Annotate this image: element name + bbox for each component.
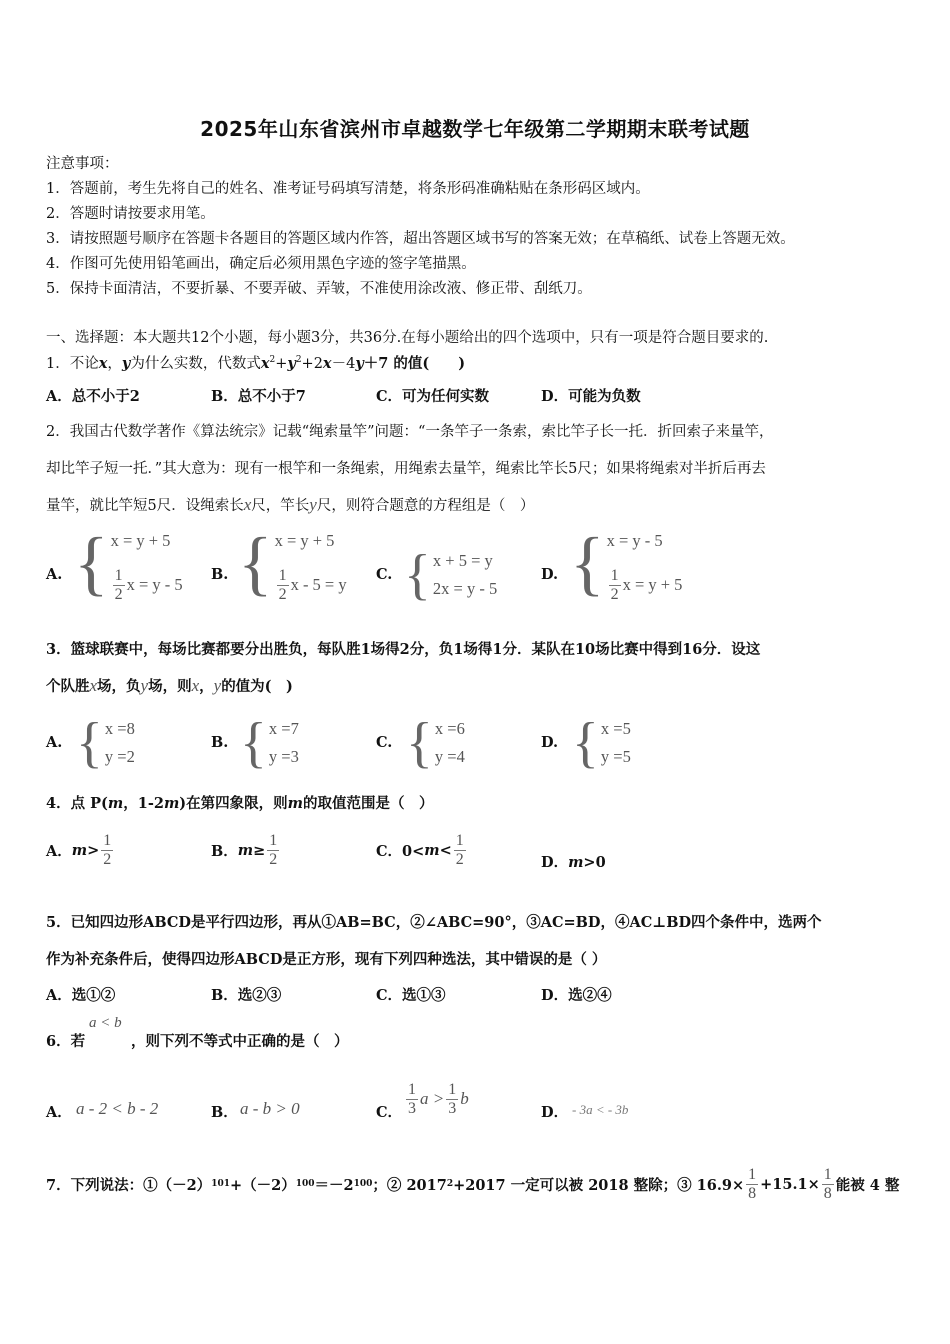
question-5-option-d[interactable]: D．选②④: [541, 987, 612, 1004]
notice-item: 5．保持卡面清洁，不要折暴、不要弄破、弄皱，不准使用涂改液、修正带、刮纸刀。: [46, 281, 592, 297]
question-6-option-d[interactable]: - 3a < - 3b: [572, 1102, 629, 1117]
question-4-option-a[interactable]: A． m > $\frac{1}{2}$: [46, 831, 112, 868]
question-6-option-a-label[interactable]: A．: [46, 1104, 72, 1121]
notice-item: 3．请按照题号顺序在答题卡各题目的答题区域内作答，超出答题区域书写的答案无效；在草稿纸、试卷上答题无效。: [46, 231, 795, 247]
question-4-option-d[interactable]: D．m>0: [541, 854, 606, 871]
question-6-option-a[interactable]: a - 2 < b - 2: [76, 1099, 159, 1118]
question-3-line: 个队胜x场，负y场，则x，y的值为( ): [46, 676, 293, 695]
question-3-option-a-label[interactable]: A.: [46, 734, 63, 751]
question-2-line: 量竿，就比竿短5尺．设绳索长x尺，竿长y尺，则符合题意的方程组是（ ）: [46, 495, 535, 514]
question-4-option-b[interactable]: B． m ≥ $\frac{1}{2}$: [211, 831, 278, 868]
page-title: 2025年山东省滨州市卓越数学七年级第二学期期末联考试题: [200, 117, 750, 141]
question-3-option-b-label[interactable]: B.: [211, 734, 229, 751]
question-7-stem: 7．下列说法：①（－2） 101 +（－2） 100 ＝－2 100 ；② 2017 2 +2017 一定可以被 2018 整除；③ 16.9× $\frac{1}{8}$ +15.1× $\frac{1}{8}$ 能被 4 整: [46, 1165, 900, 1202]
question-2-option-c-label[interactable]: C.: [376, 566, 393, 583]
question-2-line: 2．我国古代数学著作《算法统宗》记载“绳索量竿”问题：“一条竿子一条索，索比竿子长一托．折回索子来量竿，: [46, 424, 774, 440]
question-2-line: 却比竿子短一托．”其大意为：现有一根竿和一条绳索，用绳索去量竿，绳索比竿长5尺；如果将绳索对半折后再去: [46, 461, 766, 477]
question-5-line: 作为补充条件后，使得四边形ABCD是正方形，现有下列四种选法，其中错误的是（ ）: [46, 951, 607, 968]
question-1-option-a[interactable]: A．总不小于2: [46, 388, 140, 405]
question-1-option-b[interactable]: B．总不小于7: [211, 388, 306, 405]
question-3-option-c-system[interactable]: { x =6 y =4: [406, 712, 465, 774]
notice-item: 2．答题时请按要求用笔。: [46, 206, 215, 222]
question-2-option-b-label[interactable]: B.: [211, 566, 229, 583]
question-5-option-a[interactable]: A．选①②: [46, 987, 116, 1004]
question-5-line: 5．已知四边形ABCD是平行四边形，再从①AB=BC，②∠ABC=90°，③AC=BD，④AC⊥BD四个条件中，选两个: [46, 914, 822, 931]
question-5-option-c[interactable]: C．选①③: [376, 987, 446, 1004]
question-6-option-b[interactable]: a - b > 0: [240, 1099, 300, 1118]
question-6-condition: a < b: [89, 1015, 122, 1031]
question-2-option-a-system[interactable]: { x = y + 5 $\frac{1}{2}$ x = y - 5: [74, 523, 183, 603]
question-2-option-c-system[interactable]: { x + 5 = y 2x = y - 5: [404, 544, 498, 606]
question-2-option-d-label[interactable]: D.: [541, 566, 559, 583]
question-4-option-c[interactable]: C．0< m < $\frac{1}{2}$: [376, 831, 464, 868]
question-6-option-c-label[interactable]: C．: [376, 1104, 403, 1121]
notice-item: 4．作图可先使用铅笔画出，确定后必须用黑色字迹的签字笔描黑。: [46, 256, 476, 272]
question-3-option-a-system[interactable]: { x =8 y =2: [76, 712, 135, 774]
question-3-option-d-system[interactable]: { x =5 y =5: [572, 712, 631, 774]
notice-heading: 注意事项：: [46, 156, 119, 172]
question-2-option-d-system[interactable]: { x = y - 5 $\frac{1}{2}$ x = y + 5: [570, 523, 683, 603]
question-2-option-a-label[interactable]: A.: [46, 566, 63, 583]
question-6-stem: ，则下列不等式中正确的是（ ）: [131, 1033, 349, 1050]
section-heading: 一、选择题：本大题共12个小题，每小题3分，共36分.在每小题给出的四个选项中，只有一项是符合题目要求的.: [46, 330, 769, 346]
notice-item: 1．答题前，考生先将自己的姓名、准考证号码填写清楚，将条形码准确粘贴在条形码区域内。: [46, 181, 650, 197]
question-3-option-d-label[interactable]: D.: [541, 734, 559, 751]
question-3-option-c-label[interactable]: C.: [376, 734, 393, 751]
question-6-stem-number: 6．若: [46, 1033, 86, 1050]
question-6-option-b-label[interactable]: B．: [211, 1104, 238, 1121]
question-3-option-b-system[interactable]: { x =7 y =3: [240, 712, 299, 774]
question-3-line: 3．篮球联赛中，每场比赛都要分出胜负，每队胜1场得2分，负1场得1分．某队在10场比赛中得到16分．设这: [46, 641, 761, 658]
question-1-option-c[interactable]: C．可为任何实数: [376, 388, 490, 405]
question-2-option-b-system[interactable]: { x = y + 5 $\frac{1}{2}$ x - 5 = y: [238, 523, 347, 603]
question-1-option-d[interactable]: D．可能为负数: [541, 388, 641, 405]
question-5-option-b[interactable]: B．选②③: [211, 987, 282, 1004]
question-4-stem: 4．点 P(m，1-2m)在第四象限，则m的取值范围是（ ）: [46, 795, 434, 812]
question-6-option-d-label[interactable]: D．: [541, 1104, 569, 1121]
question-6-option-c[interactable]: $\frac{1}{3}$ a > $\frac{1}{3}$ b: [408, 1080, 469, 1117]
question-1-stem: 1．不论x，y为什么实数，代数式$x^2+y^2+2x-4y+7$ 的值( ): [46, 355, 466, 372]
